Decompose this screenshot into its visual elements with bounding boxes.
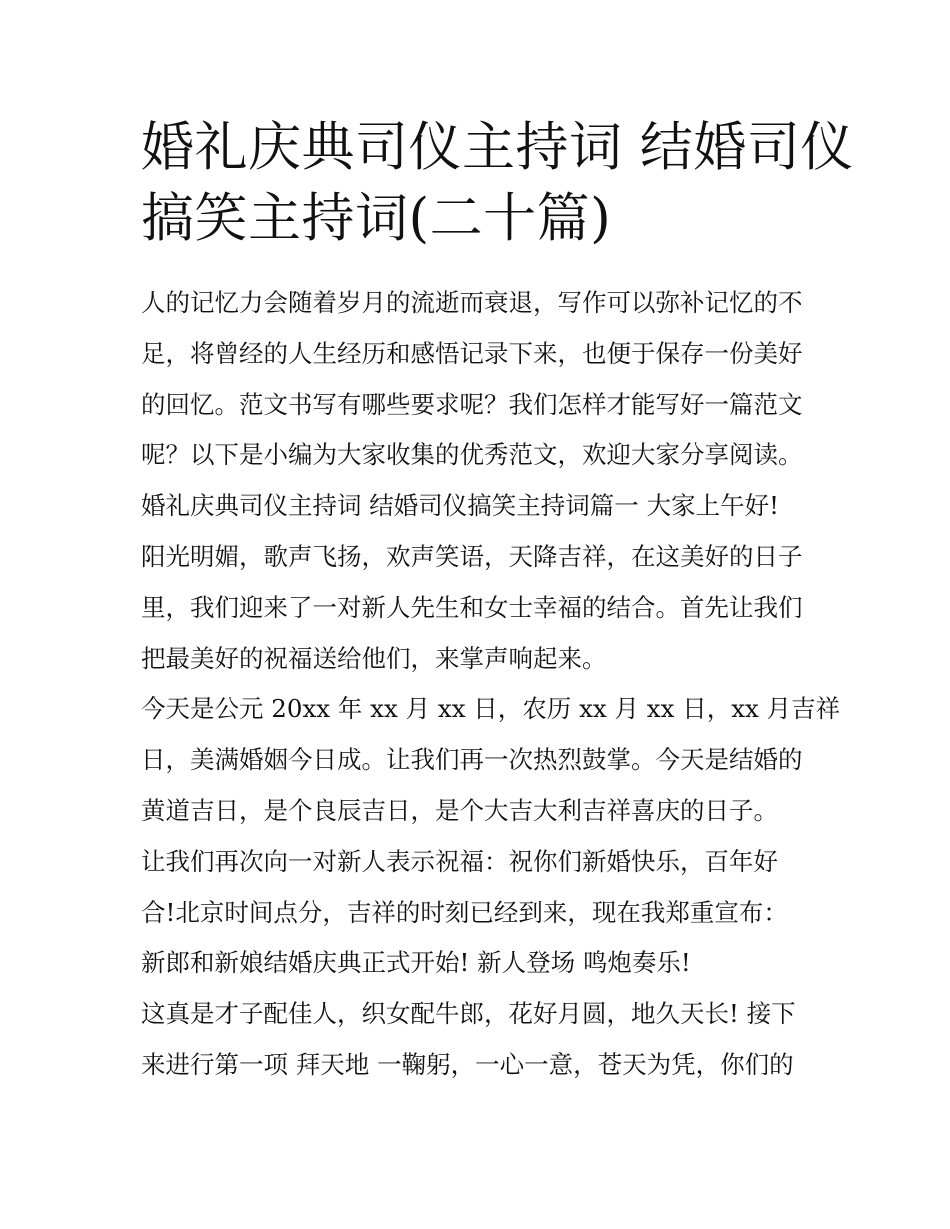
body-line: 合!北京时间点分，吉祥的时刻已经到来，现在我郑重宣布： [141,897,788,927]
body-line: 呢？以下是小编为大家收集的优秀范文，欢迎大家分享阅读。 [141,440,803,470]
body-line: 让我们再次向一对新人表示祝福：祝你们新婚快乐，百年好 [141,846,778,876]
body-line: 足，将曾经的人生经历和感悟记录下来，也便于保存一份美好 [141,338,803,368]
body-line: 这真是才子配佳人，织女配牛郎，花好月圆，地久天长! 接下 [141,999,796,1029]
title-line: 搞笑主持词(二十篇) [141,188,612,249]
document-body [141,278,841,1091]
body-line: 日，美满婚姻今日成。让我们再一次热烈鼓掌。今天是结婚的 [141,745,803,775]
body-line: 黄道吉日，是个良辰吉日，是个大吉大利吉祥喜庆的日子。 [141,795,778,825]
body-line: 新郎和新娘结婚庆典正式开始! 新人登场 鸣炮奏乐! [141,948,691,978]
body-line: 人的记忆力会随着岁月的流逝而衰退，写作可以弥补记忆的不 [141,288,803,317]
title-line: 婚礼庆典司仪主持词 结婚司仪 [141,117,854,178]
document-title [141,112,854,254]
body-line: 婚礼庆典司仪主持词 结婚司仪搞笑主持词篇一 大家上午好! [141,491,779,521]
body-line: 阳光明媚，歌声飞扬，欢声笑语，天降吉祥，在这美好的日子 [141,541,803,571]
body-line: 今天是公元 20xx 年 xx 月 xx 日，农历 xx 月 xx 日，xx 月吉祥 [141,694,841,724]
body-line: 里，我们迎来了一对新人先生和女士幸福的结合。首先让我们 [141,592,803,622]
body-line: 来进行第一项 拜天地 一鞠躬，一心一意，苍天为凭，你们的 [141,1049,794,1079]
body-line: 的回忆。范文书写有哪些要求呢？我们怎样才能写好一篇范文 [141,389,803,419]
body-line: 把最美好的祝福送给他们，来掌声响起来。 [141,643,607,673]
